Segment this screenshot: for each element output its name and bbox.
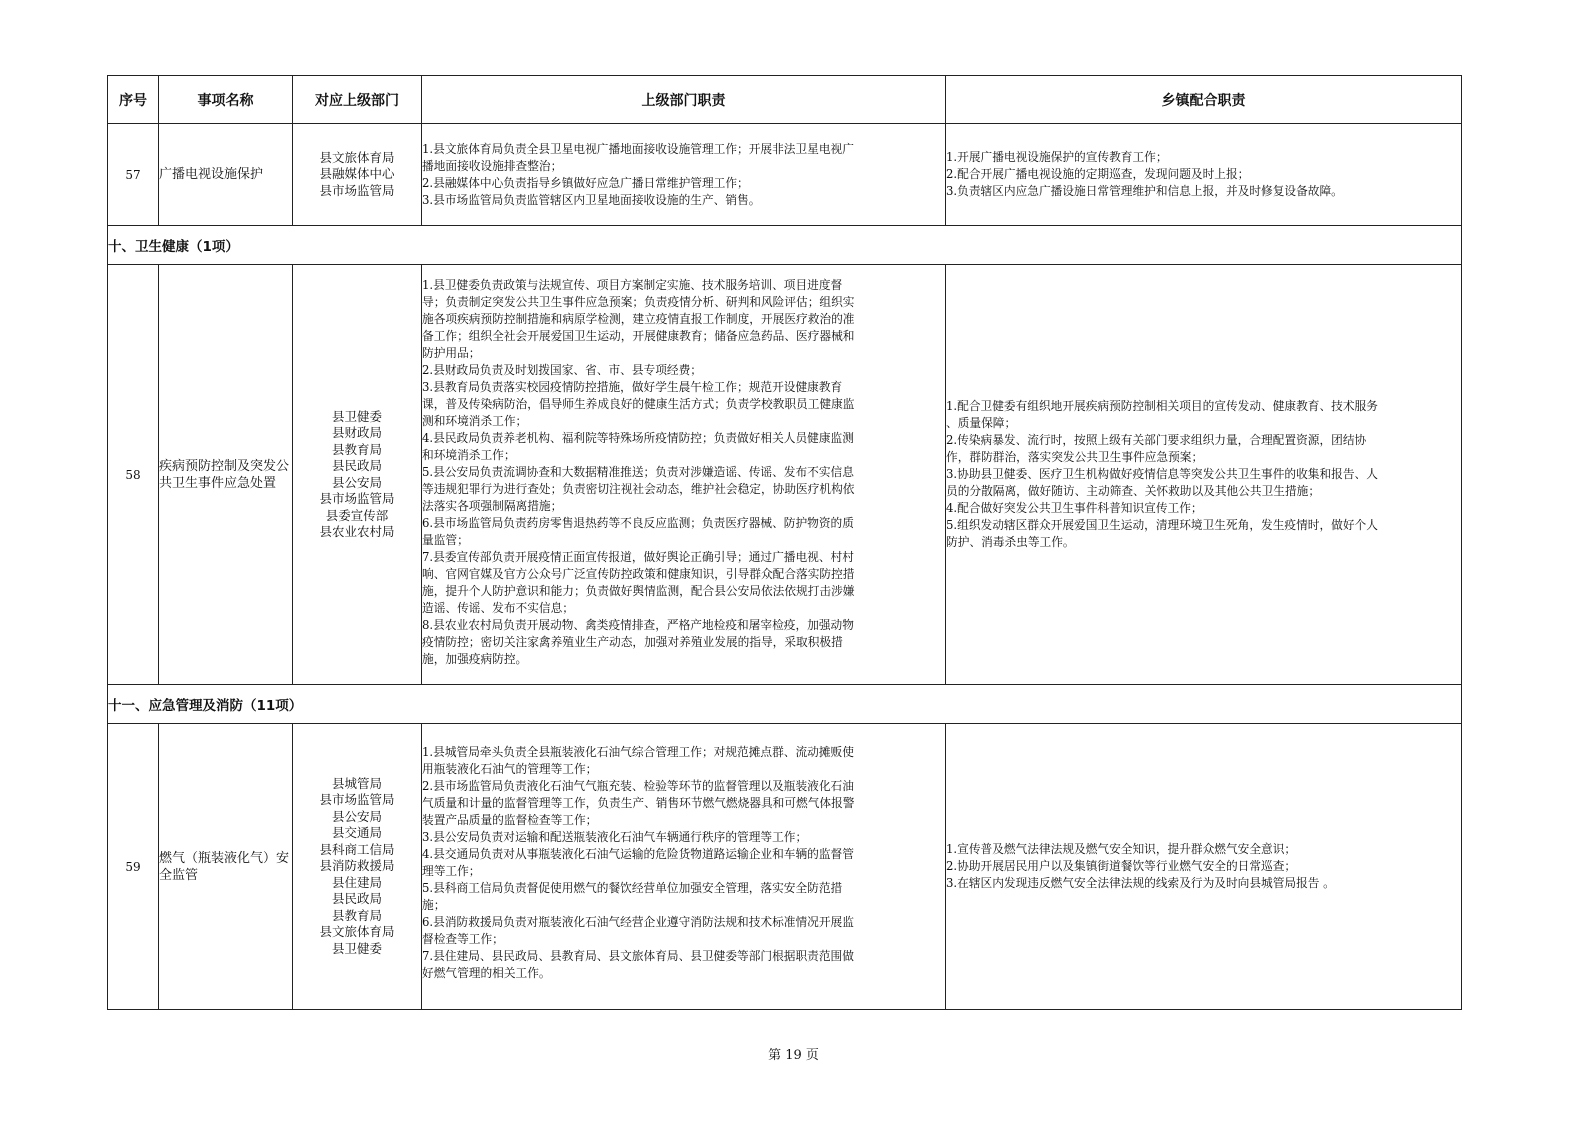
row-num: 57 [108, 124, 159, 226]
text-line: 导；负责制定突发公共卫生事件应急预案；负责疫情分析、研判和风险评估；组织实 [422, 295, 855, 309]
header-row [108, 76, 1462, 124]
text-line: 县消防救援局 [319, 858, 395, 874]
text-line: 气质量和计量的监督管理等工作，负责生产、销售环节燃气燃烧器具和可燃气体报警 [422, 796, 855, 810]
text-line: 1.县文旅体育局负责全县卫星电视广播地面接收设施管理工作；开展非法卫星电视广 [422, 142, 854, 156]
text-line: 2.传染病暴发、流行时，按照上级有关部门要求组织力量，合理配置资源，团结协 [946, 433, 1367, 447]
row-coop [946, 124, 1462, 226]
text-line: 施，加强疫病防控。 [422, 652, 528, 666]
text-line: 5.县公安局负责流调协查和大数据精准推送；负责对涉嫌造谣、传谣、发布不实信息 [422, 465, 854, 479]
text-line: 装置产品质量的监督检查等工作； [422, 813, 598, 827]
text-line: 1.县卫健委负责政策与法规宣传、项目方案制定实施、技术服务培训、项目进度督 [422, 278, 843, 292]
text-line: 2.县市场监管局负责液化石油气气瓶充装、检验等环节的监督管理以及瓶装液化石油 [422, 779, 854, 793]
text-line: 等违规犯罪行为进行查处；负责密切注视社会动态，维护社会稳定，协助医疗机构依 [422, 482, 855, 496]
table-row [108, 724, 1462, 1010]
text-line: 县住建局 [331, 874, 382, 890]
text-line: 响、官网官媒及官方公众号广泛宣传防控政策和健康知识，引导群众配合落实防控措 [422, 567, 855, 581]
text-line: 4.县民政局负责养老机构、福利院等特殊场所疫情防控；负责做好相关人员健康监测 [422, 431, 854, 445]
section-title: 十一、应急管理及消防（11项） [108, 685, 1462, 724]
text-line: 县公安局 [331, 474, 382, 490]
text-line: 3.县公安局负责对运输和配送瓶装液化石油气车辆通行秩序的管理等工作； [422, 830, 808, 844]
text-line: 1.配合卫健委有组织地开展疾病预防控制相关项目的宣传发动、健康教育、技术服务 [946, 399, 1378, 413]
text-line: 施； [422, 898, 446, 912]
text-line: 5.县科商工信局负责督促使用燃气的餐饮经营单位加强安全管理，落实安全防范措 [422, 881, 843, 895]
row-name: 疾病预防控制及突发公共卫生事件应急处置 [159, 265, 293, 685]
header-name: 事项名称 [159, 76, 293, 124]
text-line: 4.配合做好突发公共卫生事件科普知识宣传工作； [946, 501, 1203, 515]
duty-table [107, 75, 1462, 1010]
row-duties [422, 724, 946, 1010]
text-line: 播地面接收设施排查整治； [422, 159, 563, 173]
row-coop [946, 265, 1462, 685]
text-line: 8.县农业农村局负责开展动物、禽类疫情排查，严格产地检疫和屠宰检疫，加强动物 [422, 618, 854, 632]
header-coop: 乡镇配合职责 [946, 76, 1462, 124]
header-duty: 上级部门职责 [422, 76, 946, 124]
text-line: 7.县住建局、县民政局、县教育局、县文旅体育局、县卫健委等部门根据职责范围做 [422, 949, 854, 963]
text-line: 防护用品； [422, 346, 481, 360]
text-line: 县教育局 [331, 441, 382, 457]
text-line: 4.县交通局负责对从事瓶装液化石油气运输的危险货物道路运输企业和车辆的监督管 [422, 847, 854, 861]
text-line: 法落实各项强制隔离措施； [422, 499, 563, 513]
text-line: 好燃气管理的相关工作。 [422, 966, 551, 980]
text-line: 3.县市场监管局负责监管辖区内卫星地面接收设施的生产、销售。 [422, 193, 761, 207]
text-line: 县委宣传部 [325, 507, 389, 523]
text-line: 2.配合开展广播电视设施的定期巡查，发现问题及时上报； [946, 167, 1250, 181]
text-line: 2.协助开展居民用户以及集镇街道餐饮等行业燃气安全的日常巡查； [946, 859, 1297, 873]
row-coop [946, 724, 1462, 1010]
text-line: 防护、消毒杀虫等工作。 [946, 535, 1075, 549]
row-num: 59 [108, 724, 159, 1010]
text-line: 课，普及传染病防治，倡导师生养成良好的健康生活方式；负责学校教职员工健康监 [422, 397, 855, 411]
row-name: 广播电视设施保护 [159, 124, 293, 226]
row-depts [293, 724, 422, 1010]
text-line: 县市场监管局 [319, 792, 395, 808]
text-line: 1.开展广播电视设施保护的宣传教育工作； [946, 150, 1168, 164]
text-line: 县民政局 [331, 458, 382, 473]
text-line: 县教育局 [331, 907, 382, 923]
text-line: 3.负责辖区内应急广播设施日常管理维护和信息上报，并及时修复设备故障。 [946, 184, 1343, 198]
header-dept: 对应上级部门 [293, 76, 422, 124]
text-line: 县交通局 [331, 825, 382, 841]
row-duties [422, 265, 946, 685]
text-line: 3.协助县卫健委、医疗卫生机构做好疫情信息等突发公共卫生事件的收集和报告、人 [946, 467, 1378, 481]
text-line: 造谣、传谣、发布不实信息； [422, 601, 574, 615]
page-number: 第 19 页 [768, 1048, 819, 1063]
text-line: 3.在辖区内发现违反燃气安全法律法规的线索及行为及时向县城管局报告 。 [946, 876, 1335, 890]
text-line: 县卫健委 [331, 940, 382, 956]
text-line: 疫情防控；密切关注家禽养殖业生产动态，加强对养殖业发展的指导，采取积极措 [422, 635, 843, 649]
text-line: 施各项疾病预防控制措施和病原学检测，建立疫情直报工作制度，开展医疗救治的准 [422, 312, 855, 326]
text-line: 督检查等工作； [422, 932, 504, 946]
section-row [108, 685, 1462, 724]
text-line: 县文旅体育局 [319, 149, 395, 165]
table-row [108, 265, 1462, 685]
text-line: 1.宣传普及燃气法律法规及燃气安全知识，提升群众燃气安全意识； [946, 842, 1297, 856]
text-line: 员的分散隔离，做好随访、主动筛查、关怀救助以及其他公共卫生措施； [946, 484, 1321, 498]
text-line: 县公安局 [331, 808, 382, 824]
text-line: 县财政局 [331, 425, 382, 440]
text-line: 县城管局 [331, 775, 382, 791]
text-line: 测和环境消杀工作； [422, 414, 528, 428]
text-line: 6.县消防救援局负责对瓶装液化石油气经营企业遵守消防法规和技术标准情况开展监 [422, 915, 854, 929]
row-depts [293, 124, 422, 226]
text-line: 2.县财政局负责及时划拨国家、省、市、县专项经费； [422, 363, 702, 377]
text-line: 县融媒体中心 [319, 166, 395, 182]
text-line: 县民政局 [331, 891, 382, 907]
text-line: 1.县城管局牵头负责全县瓶装液化石油气综合管理工作；对规范摊点群、流动摊贩使 [422, 745, 854, 759]
text-line: 和环境消杀工作； [422, 448, 516, 462]
section-row [108, 226, 1462, 265]
text-line: 施，提升个人防护意识和能力；负责做好舆情监测，配合县公安局依法依规打击涉嫌 [422, 584, 855, 598]
text-line: 县文旅体育局 [319, 924, 395, 940]
text-line: 县市场监管局 [319, 491, 395, 506]
row-name: 燃气（瓶装液化气）安全监管 [159, 724, 293, 1010]
text-line: 3.县教育局负责落实校园疫情防控措施，做好学生晨午检工作；规范开设健康教育 [422, 380, 843, 394]
text-line: 量监管； [422, 533, 469, 547]
row-depts [293, 265, 422, 685]
text-line: 县卫健委 [331, 408, 382, 424]
text-line: 县科商工信局 [319, 841, 395, 857]
row-num: 58 [108, 265, 159, 685]
text-line: 2.县融媒体中心负责指导乡镇做好应急广播日常维护管理工作； [422, 176, 749, 190]
text-line: 理等工作； [422, 864, 481, 878]
text-line: 备工作；组织全社会开展爱国卫生运动，开展健康教育；储备应急药品、医疗器械和 [422, 329, 855, 343]
text-line: 县市场监管局 [319, 182, 395, 198]
text-line: 作，群防群治，落实突发公共卫生事件应急预案； [946, 450, 1204, 464]
text-line: 、质量保障； [946, 416, 1017, 430]
text-line: 5.组织发动辖区群众开展爱国卫生运动，清理环境卫生死角，发生疫情时，做好个人 [946, 518, 1378, 532]
text-line: 7.县委宣传部负责开展疫情正面宣传报道，做好舆论正确引导；通过广播电视、村村 [422, 550, 854, 564]
header-num: 序号 [108, 76, 159, 124]
table-row [108, 124, 1462, 226]
row-duties [422, 124, 946, 226]
text-line: 6.县市场监管局负责药房零售退热药等不良反应监测；负责医疗器械、防护物资的质 [422, 516, 854, 530]
text-line: 县农业农村局 [319, 524, 395, 539]
text-line: 用瓶装液化石油气的管理等工作； [422, 762, 598, 776]
section-title: 十、卫生健康（1项） [108, 226, 1462, 265]
